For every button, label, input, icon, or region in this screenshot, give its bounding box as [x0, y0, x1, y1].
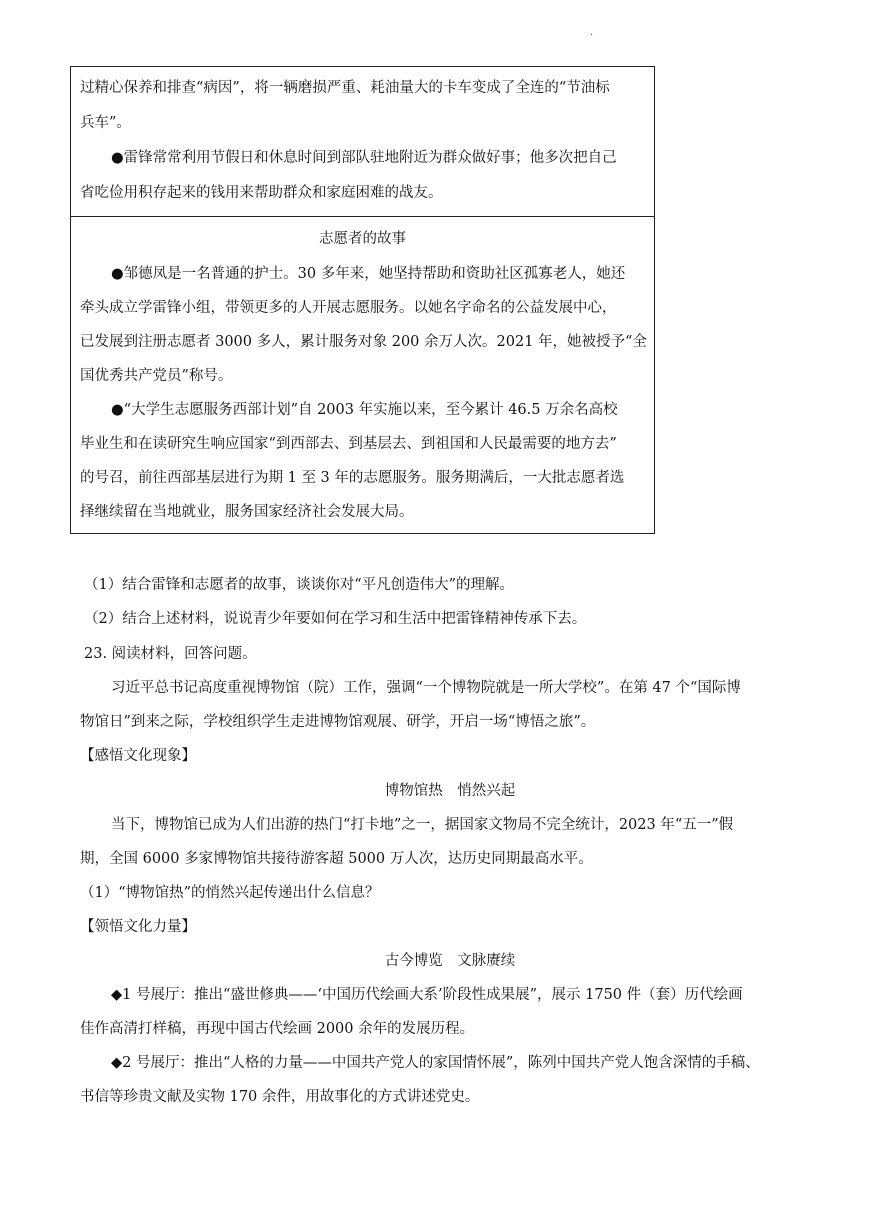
section1-line-1: 当下，博物馆已成为人们出游的热门“打卡地”之一，据国家文物局不完全统计，2023 年“五一”假: [111, 817, 734, 833]
volunteer-story-title: 志愿者的故事: [319, 231, 406, 247]
box2-line-4: 国优秀共产党员”称号。: [80, 368, 233, 384]
section2-line-4: 书信等珍贵文献及实物 170 余件，用故事化的方式讲述党史。: [80, 1089, 480, 1105]
section2-line-2: 佳作高清打样稿，再现中国古代绘画 2000 余年的发展历程。: [80, 1021, 475, 1037]
section2-title: 古今博览 文脉赓续: [384, 953, 516, 969]
q23-intro-line-2: 物馆日”到来之际，学校组织学生走进博物馆观展、研学，开启一场“博悟之旅”。: [80, 714, 596, 730]
section2-heading: 【领悟文化力量】: [80, 919, 196, 935]
page-mark: ·: [590, 30, 594, 41]
box2-line-3: 已发展到注册志愿者 3000 多人，累计服务对象 200 余万人次。2021 年，她被授予“全: [80, 334, 647, 350]
box2-line-8: 择继续留在当地就业，服务国家经济社会发展大局。: [80, 504, 414, 520]
box2-line-2: 牵头成立学雷锋小组，带领更多的人开展志愿服务。以她名字命名的公益发展中心，: [80, 300, 617, 316]
q22-sub-question-1: （1）结合雷锋和志愿者的故事，谈谈你对“平凡创造伟大”的理解。: [84, 577, 515, 593]
box1-line-4: 省吃俭用积存起来的钱用来帮助群众和家庭困难的战友。: [80, 185, 443, 201]
box1-line-1: 过精心保养和排查“病因”，将一辆磨损严重、耗油量大的卡车变成了全连的“节油标: [80, 80, 610, 96]
q23-intro-line-1: 习近平总书记高度重视博物馆（院）工作，强调“一个博物院就是一所大学校”。在第 47 个“国际博: [111, 680, 741, 696]
q22-sub-question-2: （2）结合上述材料，说说青少年要如何在学习和生活中把雷锋精神传承下去。: [84, 611, 587, 627]
box2-line-1: ●邹德凤是一名普通的护士。30 多年来，她坚持帮助和资助社区孤寡老人，她还: [111, 266, 626, 282]
box1-line-2: 兵车”。: [80, 115, 131, 131]
box1-line-3: ●雷锋常常利用节假日和休息时间到部队驻地附近为群众做好事；他多次把自己: [111, 150, 617, 166]
section2-line-1: ◆1 号展厅：推出“盛世修典——‘中国历代绘画大系’阶段性成果展”，展示 1750 件（套）历代绘画: [111, 987, 743, 1003]
section1-heading: 【感悟文化现象】: [80, 748, 196, 764]
section1-title: 博物馆热 悄然兴起: [384, 783, 516, 799]
q23-sub-question-1: （1）“博物馆热”的悄然兴起传递出什么信息？: [80, 885, 380, 901]
q23-stem: 23. 阅读材料，回答问题。: [84, 646, 257, 662]
box2-line-6: 毕业生和在读研究生响应国家“到西部去、到基层去、到祖国和人民最需要的地方去”: [80, 436, 617, 452]
box2-line-7: 的号召，前往西部基层进行为期 1 至 3 年的志愿服务。服务期满后，一大批志愿者选: [80, 470, 625, 486]
section1-line-2: 期，全国 6000 多家博物馆共接待游客超 5000 万人次，达历史同期最高水平。: [80, 851, 593, 867]
box2-line-5: ●“大学生志愿服务西部计划”自 2003 年实施以来，至今累计 46.5 万余名高校: [111, 402, 618, 418]
section2-line-3: ◆2 号展厅：推出“人格的力量——中国共产党人的家国情怀展”，陈列中国共产党人饱含深情的手稿、: [111, 1055, 760, 1071]
